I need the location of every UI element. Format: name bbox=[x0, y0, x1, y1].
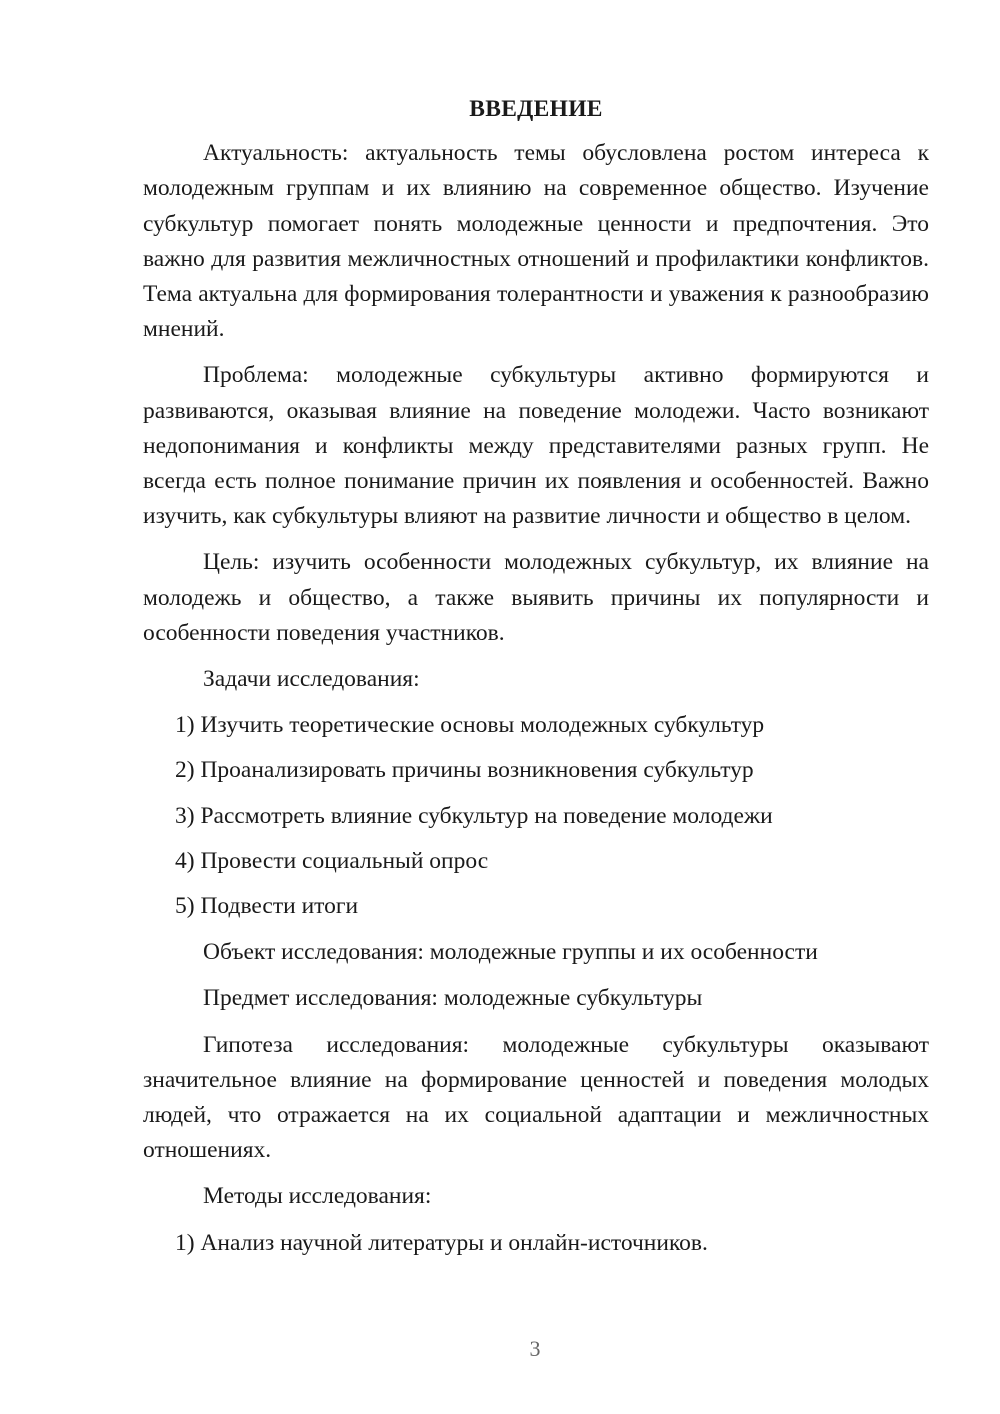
section-heading: ВВЕДЕНИЕ bbox=[469, 96, 603, 122]
page-number: 3 bbox=[529, 1336, 541, 1361]
problem-paragraph: Проблема: молодежные субкультуры активно формируются и развиваются, оказывая влияние на поведение молодежи. Часто возникают недопонимания и конфликты между представителями разных групп. Не всегда есть полное понимание причин их появления и особенностей. Важно изучить, как субкультуры влияют на развитие личности и общество в целом. bbox=[143, 362, 929, 530]
list-item: 2) Проанализировать причины возникновения субкультур bbox=[175, 757, 754, 784]
page-content bbox=[143, 92, 929, 1272]
subject-paragraph: Предмет исследования: молодежные субкультуры bbox=[203, 985, 703, 1012]
goal-paragraph: Цель: изучить особенности молодежных субкультур, их влияние на молодежь и общество, а также выявить причины их популярности и особенности поведения участников. bbox=[143, 549, 929, 646]
list-item: 3) Рассмотреть влияние субкультур на поведение молодежи bbox=[175, 802, 773, 829]
methods-list bbox=[143, 1226, 929, 1261]
list-item: 1) Изучить теоретические основы молодежных субкультур bbox=[175, 712, 765, 739]
hypothesis-paragraph: Гипотеза исследования: молодежные субкультуры оказывают значительное влияние на формирование ценностей и поведения молодых людей, что отражается на их социальной адаптации и межличностных отношениях. bbox=[143, 1031, 929, 1164]
list-item: 5) Подвести итоги bbox=[175, 893, 359, 920]
tasks-list bbox=[143, 708, 929, 924]
object-paragraph: Объект исследования: молодежные группы и их особенности bbox=[203, 939, 818, 966]
tasks-heading: Задачи исследования: bbox=[203, 666, 420, 693]
methods-heading: Методы исследования: bbox=[203, 1183, 432, 1210]
list-item: 4) Провести социальный опрос bbox=[175, 847, 489, 874]
list-item: 1) Анализ научной литературы и онлайн-источников. bbox=[175, 1229, 708, 1256]
relevance-paragraph: Актуальность: актуальность темы обусловлена ростом интереса к молодежным группам и их влиянию на современное общество. Изучение субкультур помогает понять молодежные ценности и предпочтения. Это важно для развития межличностных отношений и профилактики конфликтов. Тема актуальна для формирования толерантности и уважения к разнообразию мнений. bbox=[143, 140, 929, 343]
